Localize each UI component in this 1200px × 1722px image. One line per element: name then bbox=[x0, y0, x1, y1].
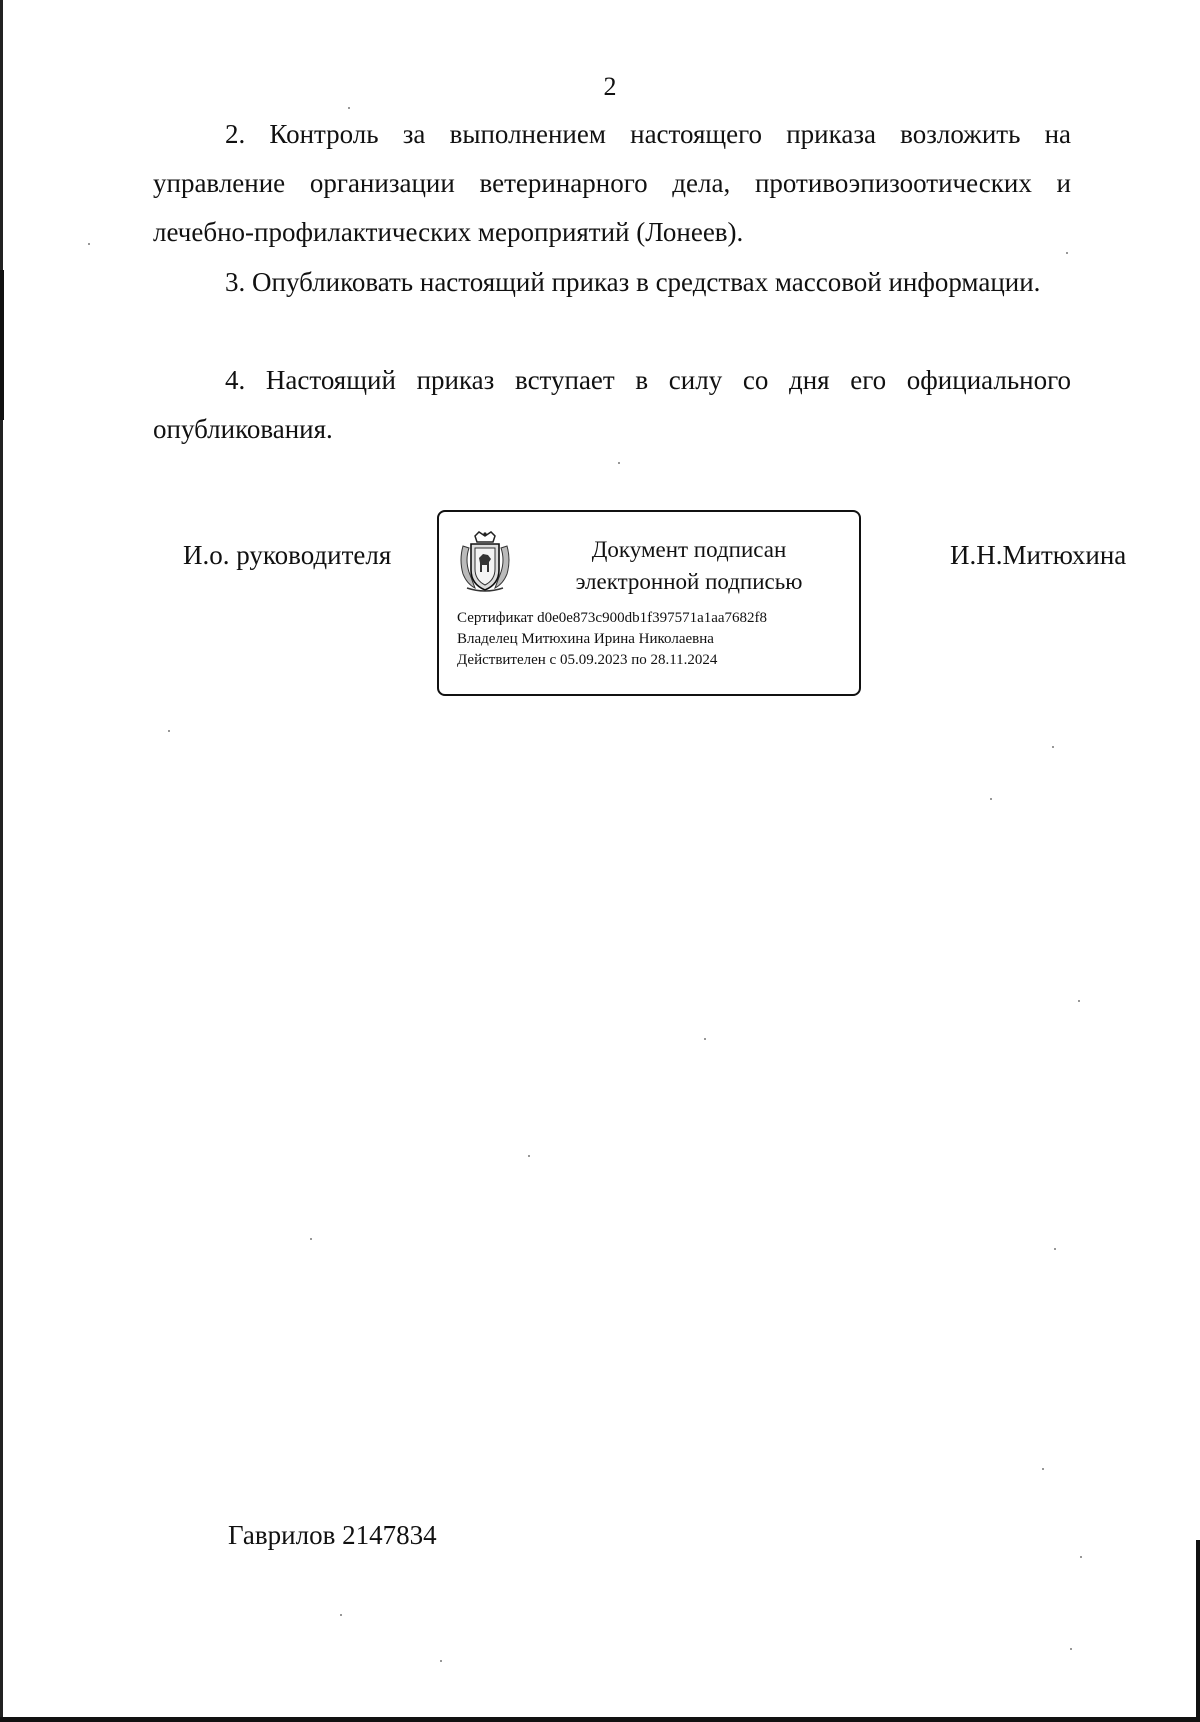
scan-edge-right bbox=[1196, 1540, 1200, 1722]
certificate-validity: Действителен с 05.09.2023 по 28.11.2024 bbox=[457, 652, 718, 668]
certificate-number: Сертификат d0e0e873c900db1f397571a1aa7682f8 bbox=[457, 610, 768, 626]
signatory-position: И.о. руководителя bbox=[183, 540, 392, 570]
scan-speck bbox=[88, 243, 90, 245]
scan-edge-left bbox=[0, 0, 3, 1722]
stamp-details bbox=[457, 608, 767, 671]
scan-speck bbox=[310, 1238, 312, 1240]
scan-speck bbox=[618, 462, 620, 464]
scan-speck bbox=[168, 730, 170, 732]
paragraph-publish: 3. Опубликовать настоящий приказ в средствах массовой информации. bbox=[225, 267, 1041, 297]
scan-speck bbox=[1052, 746, 1054, 748]
paragraph-control: 2. Контроль за выполнением настоящего приказа возложить на управление организации ветеринарного дела, противоэпизоотических и лечебно-профилактических мероприятий (Лонеев). bbox=[153, 119, 1071, 247]
scan-speck bbox=[1054, 1248, 1056, 1250]
scan-speck bbox=[1042, 1468, 1044, 1470]
scan-speck bbox=[1066, 252, 1068, 254]
signatory-name: И.Н.Митюхина bbox=[950, 540, 1127, 570]
paragraph-effective: 4. Настоящий приказ вступает в силу со дня его официального опубликования. bbox=[153, 365, 1071, 444]
scan-speck bbox=[340, 1614, 342, 1616]
scan-speck bbox=[1080, 1556, 1082, 1558]
page-number: 2 bbox=[603, 72, 617, 101]
certificate-owner: Владелец Митюхина Ирина Николаевна bbox=[457, 631, 714, 647]
stamp-title: Документ подписан электронной подписью bbox=[575, 537, 803, 594]
scan-speck bbox=[990, 798, 992, 800]
coat-of-arms-icon bbox=[457, 530, 513, 594]
scan-speck bbox=[528, 1155, 530, 1157]
executor-note: Гаврилов 2147834 bbox=[228, 1520, 437, 1550]
scan-speck bbox=[348, 107, 350, 109]
scan-speck bbox=[1078, 1000, 1080, 1002]
scan-edge-bottom bbox=[0, 1717, 1200, 1722]
electronic-signature-stamp bbox=[437, 510, 861, 696]
scan-speck bbox=[440, 1660, 442, 1662]
scan-speck bbox=[704, 1038, 706, 1040]
scan-speck bbox=[1070, 1648, 1072, 1650]
scan-edge-mark bbox=[0, 270, 4, 420]
